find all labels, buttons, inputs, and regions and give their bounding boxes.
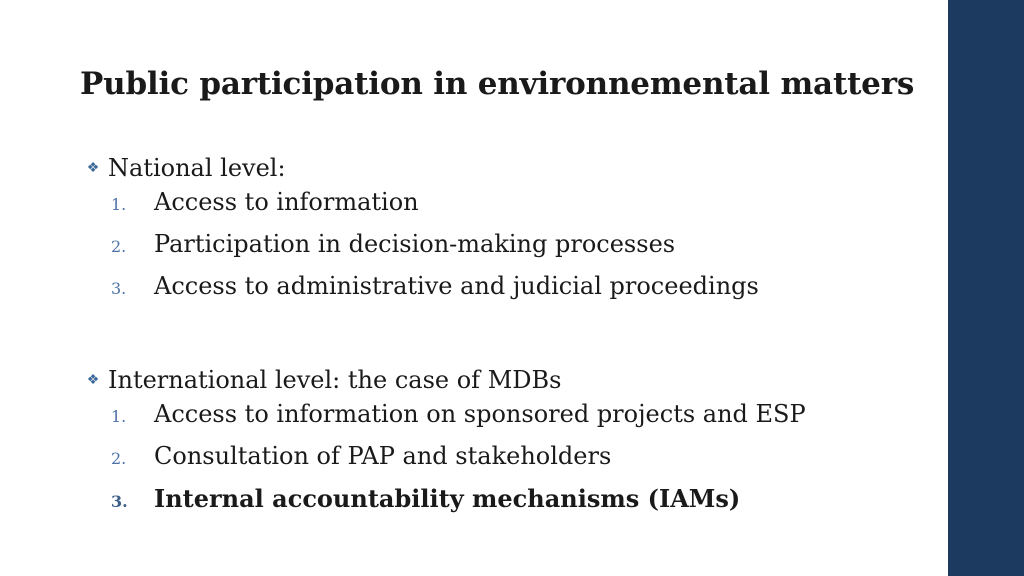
list-item: [78, 400, 806, 442]
list-item: [78, 230, 759, 272]
list-item: [78, 188, 759, 230]
list-item-text: Participation in decision-making processes: [154, 230, 676, 258]
list-number: 1.: [111, 407, 127, 426]
list-number: 1.: [111, 195, 127, 214]
list-number: 2.: [111, 237, 127, 256]
numbered-list: [78, 188, 759, 314]
list-number: 3.: [111, 492, 128, 511]
diamond-bullet-icon: ❖: [86, 372, 100, 388]
list-number: 3.: [111, 279, 127, 298]
slide-title: Public participation in environnemental matters: [80, 66, 915, 102]
accent-side-bar: [948, 0, 1024, 576]
list-item-text: Consultation of PAP and stakeholders: [154, 442, 612, 470]
list-item: [78, 272, 759, 314]
section-heading: National level:: [108, 154, 286, 182]
section-heading-row: [78, 148, 759, 188]
list-item-text: Access to administrative and judicial proceedings: [154, 272, 759, 300]
section-heading: International level: the case of MDBs: [108, 366, 562, 394]
list-item-highlighted: [78, 484, 806, 526]
list-number: 2.: [111, 449, 127, 468]
section-international-level: [78, 360, 806, 526]
section-national-level: [78, 148, 759, 314]
list-item-text: Internal accountability mechanisms (IAMs): [154, 484, 741, 513]
diamond-bullet-icon: ❖: [86, 160, 100, 176]
numbered-list: [78, 400, 806, 526]
list-item: [78, 442, 806, 484]
list-item-text: Access to information: [154, 188, 419, 216]
section-heading-row: [78, 360, 806, 400]
list-item-text: Access to information on sponsored projects and ESP: [154, 400, 806, 428]
